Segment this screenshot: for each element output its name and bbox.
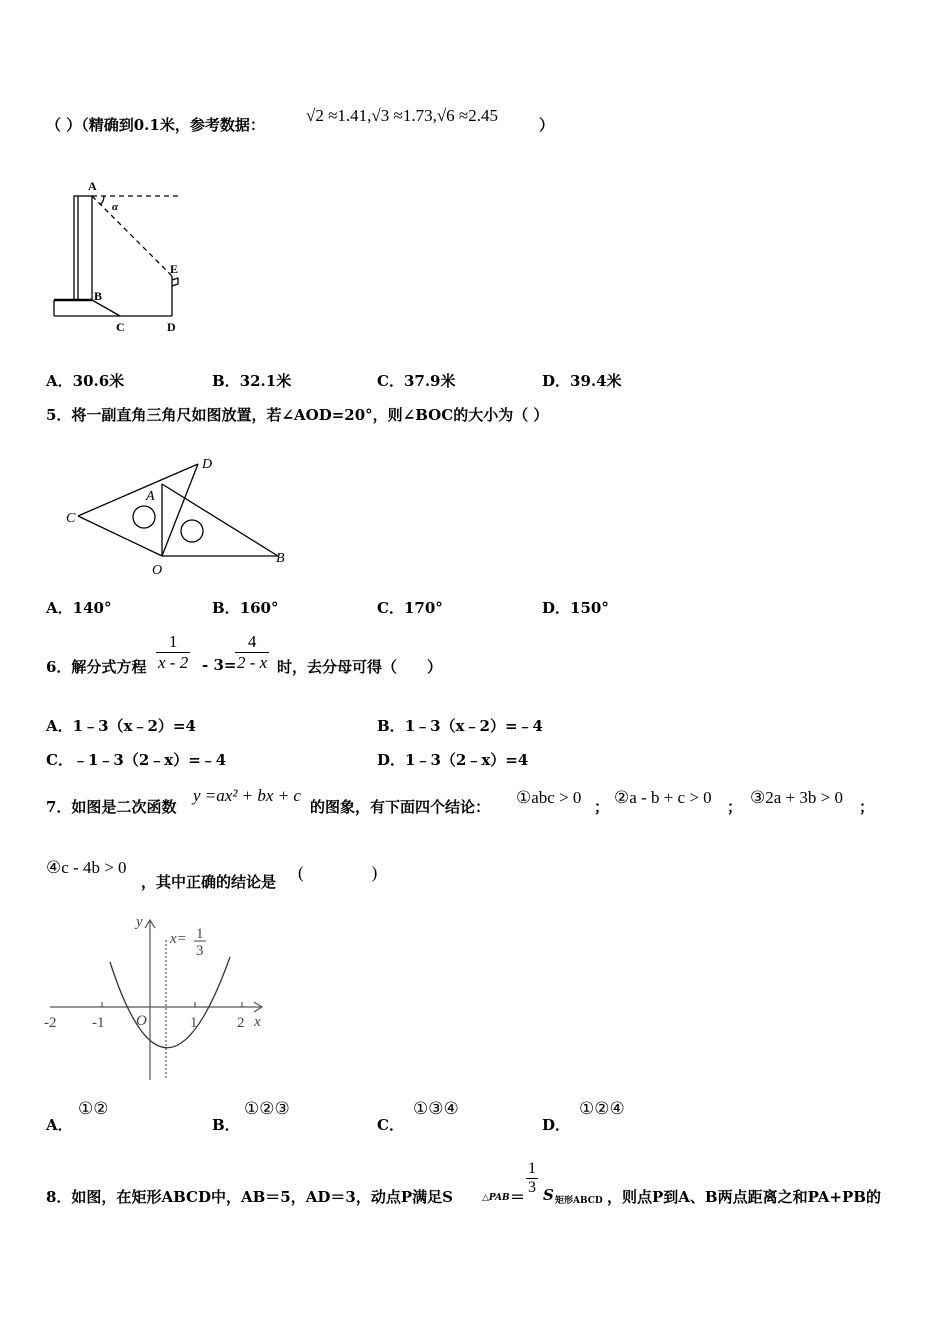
q7-symmetry-num: 1: [196, 926, 204, 942]
q6-fraction-2: [235, 632, 269, 673]
q8-frac-numerator: 1: [528, 1160, 536, 1177]
q7-conclusion-1: ①abc > 0: [516, 788, 582, 807]
q5-option-a[interactable]: A．140°: [46, 599, 112, 617]
q7-stem-middle: 的图象，有下面四个结论：: [310, 798, 491, 816]
q6-option-a[interactable]: A．1﹣3（x﹣2）=4: [46, 717, 196, 735]
q4-option-d[interactable]: D．39.4米: [542, 372, 622, 390]
q7-option-b-text[interactable]: ①②③: [244, 1099, 290, 1118]
q7-option-c-text[interactable]: ①③④: [413, 1099, 459, 1118]
q4-option-c[interactable]: C．37.9米: [377, 372, 456, 390]
q7-stem-prefix: 7．如图是二次函数: [46, 798, 177, 816]
q6-stem-prefix: 6．解分式方程: [46, 658, 147, 676]
q8-frac-denominator: 3: [528, 1179, 536, 1196]
q8-stem-suffix: ，则点P到A、B两点距离之和PA+PB的: [607, 1188, 881, 1206]
q7-origin-label: O: [136, 1013, 147, 1029]
q7-option-b-letter[interactable]: B．: [212, 1116, 240, 1134]
q5-option-d[interactable]: D．150°: [542, 599, 609, 617]
q6-frac1-numerator: 1: [168, 632, 178, 651]
q7-symmetry-den: 3: [196, 943, 204, 959]
q5-triangles-figure: [60, 450, 300, 580]
q7-tick-1: 1: [190, 1015, 198, 1031]
q4-label-a: A: [88, 179, 97, 193]
q7-conclusion-4: ④c - 4b > 0: [46, 858, 127, 877]
q8-subscript-2: 矩形ABCD: [555, 1196, 603, 1206]
q4-label-c: C: [116, 320, 125, 334]
q4-stem-line: [46, 114, 265, 135]
q7-sep-3: ；: [859, 798, 875, 816]
q7-parabola-graph: [40, 910, 280, 1085]
q5-label-c: C: [66, 511, 76, 526]
q6-option-d[interactable]: D．1﹣3（2﹣x）=4: [377, 751, 529, 769]
q7-tick-2: 2: [237, 1015, 245, 1031]
q8-equals: ＝: [510, 1188, 526, 1206]
q4-reference-data: √2 ≈1.41,√3 ≈1.73,√6 ≈2.45: [306, 106, 498, 125]
q5-stem: 5．将一副直角三角尺如图放置，若∠AOD=20°，则∠BOC的大小为（ ）: [46, 406, 549, 424]
q5-label-a: A: [146, 489, 155, 504]
q7-axis-label-y: y: [136, 914, 143, 930]
q4-label-e: E: [170, 262, 179, 276]
q5-option-c[interactable]: C．170°: [377, 599, 443, 617]
q7-axis-label-x: x: [254, 1014, 261, 1030]
q7-function: y =ax² + bx + c: [193, 786, 301, 805]
q7-option-a-letter[interactable]: A．: [46, 1116, 73, 1134]
q7-answer-paren: ( ): [298, 863, 378, 882]
q7-line2-text: ，其中正确的结论是: [141, 873, 277, 891]
q5-label-b: B: [276, 551, 285, 566]
q7-tick-neg2: -2: [44, 1015, 57, 1031]
q5-option-b[interactable]: B．160°: [212, 599, 279, 617]
q4-label-b: B: [94, 289, 103, 303]
q4-option-b[interactable]: B．32.1米: [212, 372, 292, 390]
q6-stem-middle: - 3=: [202, 656, 237, 674]
q4-building-figure: [40, 170, 200, 340]
q7-tick-neg1: -1: [92, 1015, 105, 1031]
q7-option-d-text[interactable]: ①②④: [579, 1099, 625, 1118]
q7-symmetry-label: x=: [170, 931, 187, 947]
q8-s-symbol: S: [543, 1186, 554, 1204]
q6-stem-suffix: 时，去分母可得（ ）: [277, 658, 443, 676]
q7-option-c-letter[interactable]: C．: [377, 1116, 404, 1134]
q5-label-o: O: [152, 563, 163, 578]
q8-subscript-1: △PAB: [482, 1193, 510, 1203]
q4-stem-suffix: ）: [539, 116, 555, 134]
q6-option-c[interactable]: C．﹣1﹣3（2﹣x）=﹣4: [46, 751, 227, 769]
q6-option-b[interactable]: B．1﹣3（x﹣2）=﹣4: [377, 717, 543, 735]
q6-fraction-1: [156, 632, 190, 673]
q7-sep-1: ；: [594, 798, 610, 816]
q6-frac2-numerator: 4: [247, 632, 257, 651]
q7-sep-2: ；: [727, 798, 743, 816]
q6-frac2-denominator: 2 - x: [237, 653, 268, 672]
q4-option-a[interactable]: A．30.6米: [46, 372, 125, 390]
q8-stem-prefix: 8．如图，在矩形ABCD中，AB＝5，AD＝3，动点P满足S: [46, 1188, 453, 1206]
q5-label-d: D: [202, 457, 213, 472]
q4-stem-prefix: （ ）（精确到0.1米，参考数据：: [46, 116, 265, 134]
q8-fraction: [526, 1160, 538, 1197]
q6-frac1-denominator: x - 2: [158, 653, 189, 672]
q4-label-d: D: [167, 320, 176, 334]
q7-conclusion-2: ②a - b + c > 0: [614, 788, 712, 807]
q7-conclusion-3: ③2a + 3b > 0: [750, 788, 843, 807]
q7-option-d-letter[interactable]: D．: [542, 1116, 571, 1134]
q4-label-alpha: α: [112, 201, 119, 213]
q7-option-a-text[interactable]: ①②: [78, 1099, 109, 1118]
